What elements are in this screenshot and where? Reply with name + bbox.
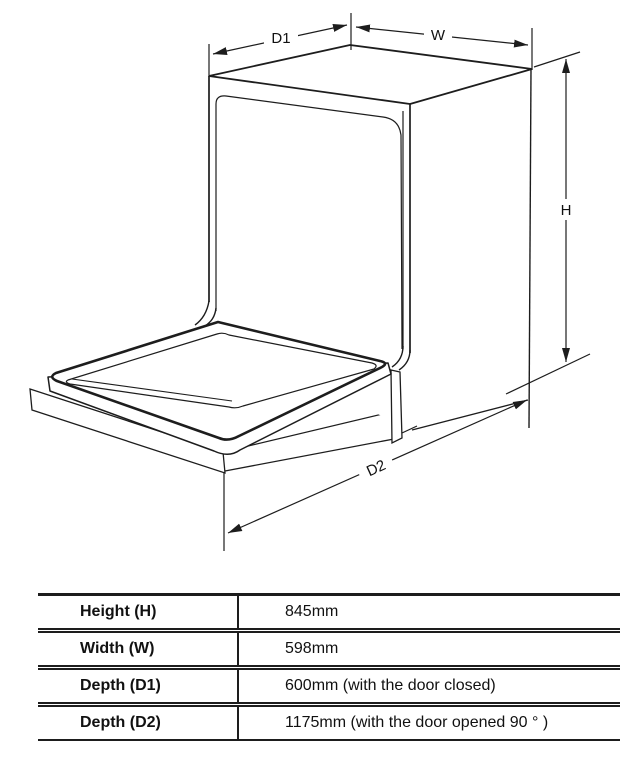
table-row [38,665,620,702]
left-hinge-outer-curve [195,301,209,325]
dimensions-table [38,593,620,741]
table-row [38,702,620,739]
d2-label-group [355,451,396,483]
row-label-width: Width (W) [80,640,155,657]
row-label-depth-d2: Depth (D2) [80,714,161,731]
table-row [38,628,620,665]
cabinet-right-face [410,69,532,430]
dim-label-d2: D2 [363,456,389,481]
row-label-depth-d1: Depth (D1) [80,677,161,694]
dim-label-w: W [430,27,446,44]
support-leg [391,370,402,443]
h-top-extension [534,52,580,67]
dim-label-h: H [560,202,572,219]
row-value-depth-d1: 600mm (with the door closed) [237,670,620,702]
row-value-depth-d2: 1175mm (with the door opened 90 ° ) [237,707,620,739]
row-value-width: 598mm [237,633,620,665]
table-row [38,596,620,628]
row-value-height: 845mm [237,596,620,628]
dim-label-d1: D1 [271,30,291,47]
row-label-height: Height (H) [80,603,157,620]
